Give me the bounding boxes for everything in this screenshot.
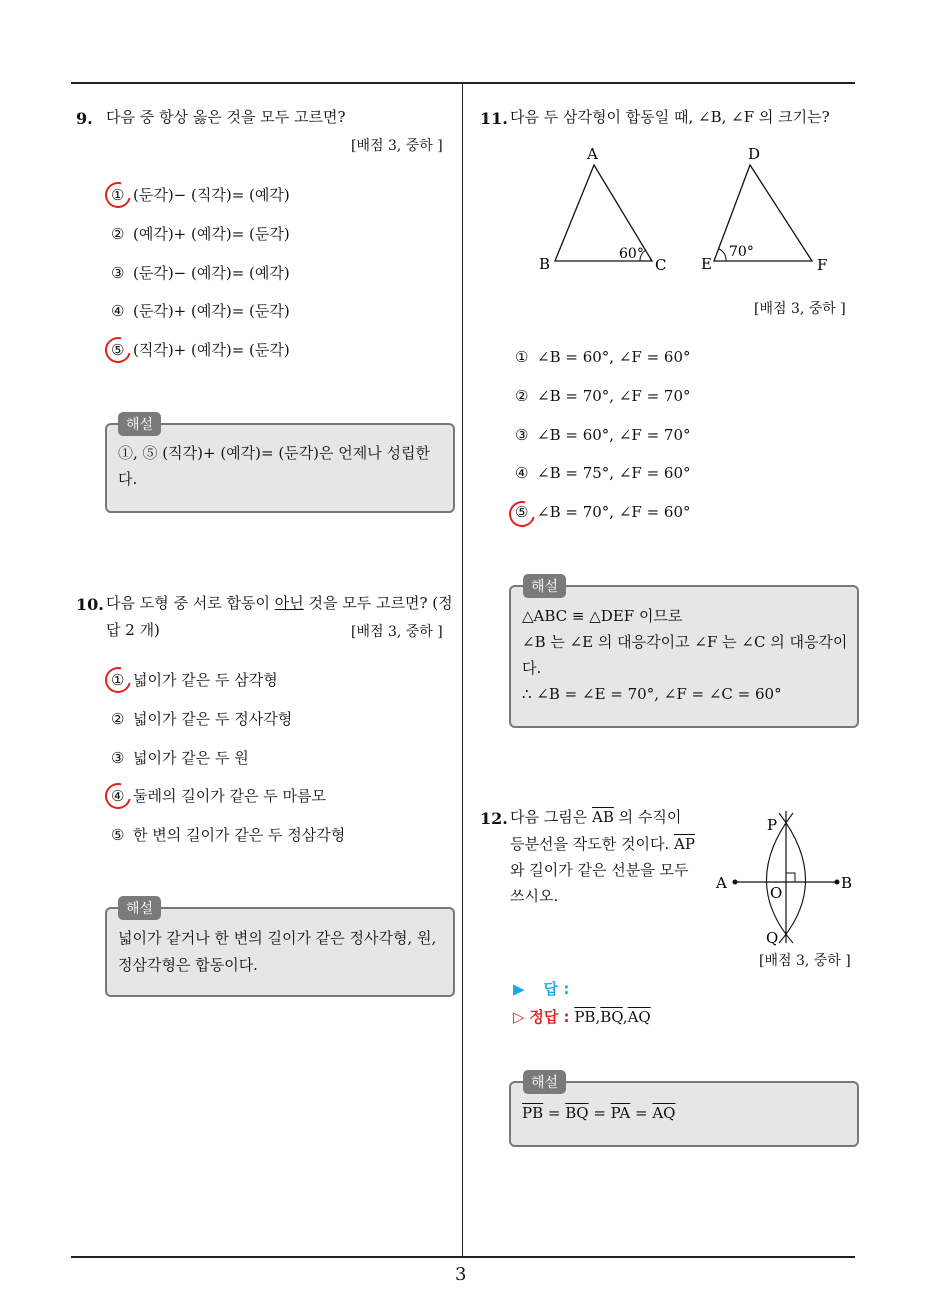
answer-mark-icon bbox=[100, 778, 136, 814]
solution-tag: 해설 bbox=[118, 896, 161, 920]
option-4[interactable]: ④ (둔각)+ (예각)= (둔각) bbox=[111, 302, 290, 320]
option-1[interactable]: ① 넓이가 같은 두 삼각형 bbox=[111, 671, 278, 689]
question-number: 10. bbox=[76, 595, 104, 614]
label-d: D bbox=[748, 145, 761, 163]
question-text: 다음 그림은 $\overline{AB}$ 의 수직이 bbox=[510, 808, 682, 826]
score-label: [배점 3, 중하 ] bbox=[351, 138, 443, 154]
correct-answer-row: ▷ 정답 : $\overline{PB},\overline{BQ},\overline{AQ}$ bbox=[513, 1008, 651, 1026]
option-4[interactable]: ④ ∠B = 75°, ∠F = 60° bbox=[515, 464, 691, 482]
answer-mark-icon bbox=[100, 177, 136, 213]
label-q: Q bbox=[766, 929, 779, 947]
angle-e-arc bbox=[719, 249, 726, 261]
right-angle-mark bbox=[786, 873, 795, 882]
label-e: E bbox=[701, 255, 712, 273]
question-number: 11. bbox=[480, 109, 508, 128]
score-label: [배점 3, 중하 ] bbox=[754, 301, 846, 317]
answer-row[interactable]: ▶ 답 : bbox=[513, 980, 570, 998]
label-b: B bbox=[841, 874, 853, 892]
option-1[interactable]: ① (둔각)− (직각)= (예각) bbox=[111, 186, 290, 204]
solution-line: ①, ⑤ (직각)+ (예각)= (둔각)은 언제나 성립한 bbox=[118, 444, 430, 462]
question-text-cont: 쓰시오. bbox=[510, 887, 559, 905]
play-outline-icon: ▷ bbox=[513, 1008, 525, 1026]
question-text: 다음 도형 중 서로 합동이 아닌 것을 모두 고르면? (정 bbox=[106, 594, 453, 612]
solution-line: ∴ ∠B = ∠E = 70°, ∠F = ∠C = 60° bbox=[522, 685, 782, 703]
question-number: 9. bbox=[76, 109, 93, 128]
point-a bbox=[733, 880, 738, 885]
column-divider bbox=[462, 83, 463, 1258]
score-label: [배점 3, 중하 ] bbox=[759, 953, 851, 969]
answer-mark-icon bbox=[100, 332, 136, 368]
option-3[interactable]: ③ 넓이가 같은 두 원 bbox=[111, 749, 249, 767]
bisector-figure bbox=[710, 805, 860, 950]
option-3[interactable]: ③ (둔각)− (예각)= (예각) bbox=[111, 264, 290, 282]
option-3[interactable]: ③ ∠B = 60°, ∠F = 70° bbox=[515, 426, 691, 444]
angle-c-label: 60° bbox=[619, 246, 644, 262]
option-2[interactable]: ② (예각)+ (예각)= (둔각) bbox=[111, 225, 290, 243]
page-number: 3 bbox=[455, 1264, 467, 1285]
label-c: C bbox=[655, 256, 667, 274]
option-2[interactable]: ② ∠B = 70°, ∠F = 70° bbox=[515, 387, 691, 405]
point-b bbox=[835, 880, 840, 885]
option-1[interactable]: ① ∠B = 60°, ∠F = 60° bbox=[515, 348, 691, 366]
question-text-cont: 와 길이가 같은 선분을 모두 bbox=[510, 861, 689, 879]
solution-tag: 해설 bbox=[523, 1070, 566, 1094]
solution-line: 다. bbox=[118, 470, 138, 488]
question-text: 다음 중 항상 옳은 것을 모두 고르면? bbox=[106, 108, 346, 126]
question-text-cont: 등분선을 작도한 것이다. $\overline{AP}$ bbox=[510, 835, 695, 853]
option-5[interactable]: ⑤ (직각)+ (예각)= (둔각) bbox=[111, 341, 290, 359]
solution-line: 넓이가 같거나 한 변의 길이가 같은 정사각형, 원, bbox=[118, 929, 437, 947]
question-number: 12. bbox=[480, 809, 508, 828]
solution-line: △ABC ≡ △DEF 이므로 bbox=[522, 607, 683, 625]
option-4[interactable]: ④ 둘레의 길이가 같은 두 마름모 bbox=[111, 787, 326, 805]
solution-tag: 해설 bbox=[523, 574, 566, 598]
play-icon: ▶ bbox=[513, 980, 525, 998]
triangles-figure bbox=[530, 140, 840, 275]
question-text-cont: 답 2 개) bbox=[106, 621, 160, 639]
score-label: [배점 3, 중하 ] bbox=[351, 624, 443, 640]
angle-e-label: 70° bbox=[729, 244, 754, 260]
solution-line: 다. bbox=[522, 659, 542, 677]
option-5[interactable]: ⑤ 한 변의 길이가 같은 두 정삼각형 bbox=[111, 826, 346, 844]
solution-box bbox=[105, 423, 455, 513]
solution-tag: 해설 bbox=[118, 412, 161, 436]
answer-mark-icon bbox=[100, 662, 136, 698]
solution-line: 정삼각형은 합동이다. bbox=[118, 956, 258, 974]
label-p: P bbox=[767, 816, 778, 834]
option-5[interactable]: ⑤ ∠B = 70°, ∠F = 60° bbox=[515, 503, 691, 521]
answer-mark-icon bbox=[504, 496, 540, 532]
label-b: B bbox=[539, 255, 551, 273]
arc-from-a bbox=[779, 813, 806, 943]
question-text: 다음 두 삼각형이 합동일 때, ∠B, ∠F 의 크기는? bbox=[510, 108, 830, 126]
label-o: O bbox=[770, 884, 783, 902]
solution-line: $\overline{PB} = \overline{BQ} = \overline{PA} = \overline{AQ}$ bbox=[522, 1104, 676, 1122]
label-f: F bbox=[817, 256, 828, 274]
label-a: A bbox=[716, 874, 727, 892]
option-2[interactable]: ② 넓이가 같은 두 정사각형 bbox=[111, 710, 293, 728]
label-a: A bbox=[587, 145, 598, 163]
solution-line: ∠B 는 ∠E 의 대응각이고 ∠F 는 ∠C 의 대응각이 bbox=[522, 633, 848, 651]
